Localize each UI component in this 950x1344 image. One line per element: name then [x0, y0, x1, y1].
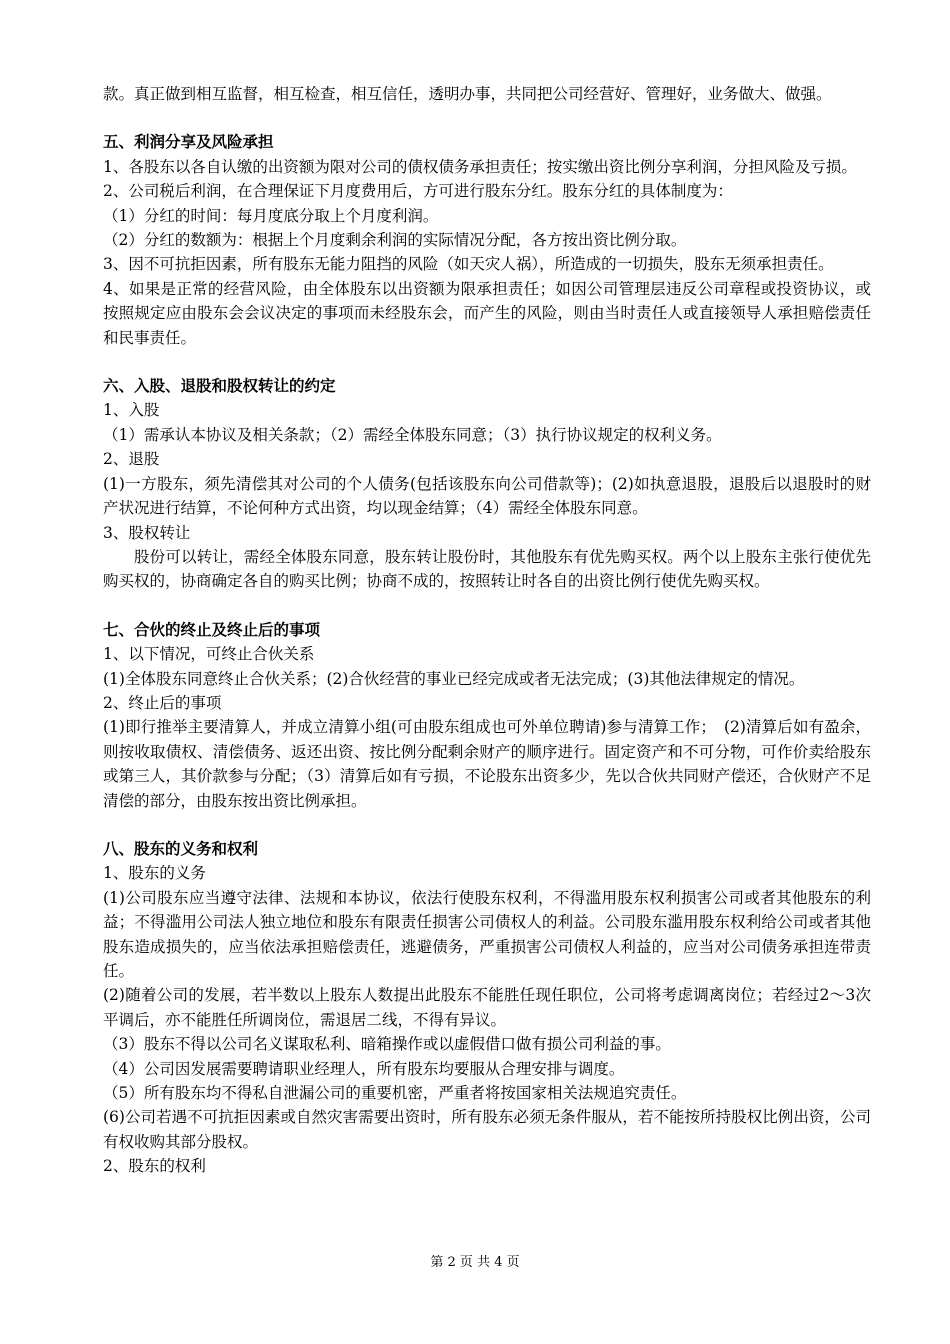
paragraph: （4）公司因发展需要聘请职业经理人，所有股东均要服从合理安排与调度。 [103, 1059, 625, 1078]
paragraph: (2)随着公司的发展，若半数以上股东人数提出此股东不能胜任现任职位，公司将考虑调离岗位；若经过2～3次平调后，亦不能胜任所调岗位，需退居二线，不得有异议。 [103, 986, 871, 1029]
paragraph: 款。真正做到相互监督，相互检查，相互信任，透明办事，共同把公司经营好、管理好，业务做大、做强。 [103, 85, 832, 103]
section-heading: 六、入股、退股和股权转让的约定 [103, 376, 336, 396]
paragraph: 1、股东的义务 [103, 864, 206, 883]
paragraph: (1)即行推举主要清算人，并成立清算小组(可由股东组成也可外单位聘请)参与清算工作； (2)清算后如有盈余，则按收取债权、清偿债务、返还出资、按比例分配剩余财产的顺序进行。固定资产和不可分物，可作价卖给股东或第三人，其价款参与分配；（3）清算后如有亏损，不论股东出资多少，先以合伙共同财产偿还，合伙财产不足清偿的部分，由股东按出资比例承担。 [103, 718, 871, 810]
paragraph: （5）所有股东均不得私自泄漏公司的重要机密，严重者将按国家相关法规追究责任。 [103, 1084, 687, 1103]
paragraph: 4、如果是正常的经营风险，由全体股东以出资额为限承担责任；如因公司管理层违反公司章程或投资协议，或按照规定应由股东会会议决定的事项而未经股东会，而产生的风险，则由当时责任人或直接领导人承担赔偿责任和民事责任。 [103, 279, 871, 347]
paragraph: 1、入股 [103, 401, 160, 420]
paragraph: 股份可以转让，需经全体股东同意，股东转让股份时，其他股东有优先购买权。两个以上股东主张行使优先购买权的，协商确定各自的购买比例；协商不成的，按照转让时各自的出资比例行使优先购买权。 [103, 547, 871, 591]
paragraph: 2、终止后的事项 [103, 693, 222, 712]
paragraph: 3、股权转让 [103, 523, 191, 542]
paragraph: 2、退股 [103, 450, 160, 469]
paragraph: (1)公司股东应当遵守法律、法规和本协议，依法行使股东权利，不得滥用股东权利损害公司或者其他股东的利益；不得滥用公司法人独立地位和股东有限责任损害公司债权人的利益。公司股东滥用股东权利给公司或者其他股东造成损失的，应当依法承担赔偿责任，逃避债务，严重损害公司债权人利益的，应当对公司债务承担连带责任。 [103, 888, 871, 980]
paragraph: （1）需承认本协议及相关条款；（2）需经全体股东同意；（3）执行协议规定的权利义务。 [103, 425, 722, 444]
page-number-footer: 第 2 页 共 4 页 [430, 1255, 520, 1270]
paragraph: 3、因不可抗拒因素，所有股东无能力阻挡的风险（如天灾人祸），所造成的一切损失，股东无须承担责任。 [103, 255, 834, 274]
paragraph: 1、以下情况，可终止合伙关系 [103, 645, 315, 664]
document-body [103, 82, 871, 1179]
paragraph: （1）分红的时间：每月度底分取上个月度利润。 [103, 206, 439, 225]
section-heading: 八、股东的义务和权利 [103, 838, 259, 858]
paragraph: 2、股东的权利 [103, 1157, 206, 1176]
paragraph: 2、公司税后利润，在合理保证下月度费用后，方可进行股东分红。股东分红的具体制度为： [103, 182, 733, 201]
paragraph: (1)全体股东同意终止合伙关系；(2)合伙经营的事业已经完成或者无法完成；(3)其他法律规定的情况。 [103, 669, 805, 688]
paragraph: 1、各股东以各自认缴的出资额为限对公司的债权债务承担责任；按实缴出资比例分享利润，分担风险及亏损。 [103, 157, 857, 176]
section-heading: 五、利润分享及风险承担 [103, 132, 274, 152]
paragraph: （3）股东不得以公司名义谋取私利、暗箱操作或以虚假借口做有损公司利益的事。 [103, 1035, 671, 1054]
paragraph: (6)公司若遇不可抗拒因素或自然灾害需要出资时，所有股东必须无条件服从，若不能按所持股权比例出资，公司有权收购其部分股权。 [103, 1108, 871, 1151]
paragraph: （2）分红的数额为：根据上个月度剩余利润的实际情况分配，各方按出资比例分取。 [103, 231, 687, 250]
paragraph: (1)一方股东，须先清偿其对公司的个人债务(包括该股东向公司借款等)；(2)如执意退股，退股后以退股时的财产状况进行结算，不论何种方式出资，均以现金结算；（4）需经全体股东同意。 [103, 474, 871, 518]
section-heading: 七、合伙的终止及终止后的事项 [103, 619, 321, 639]
